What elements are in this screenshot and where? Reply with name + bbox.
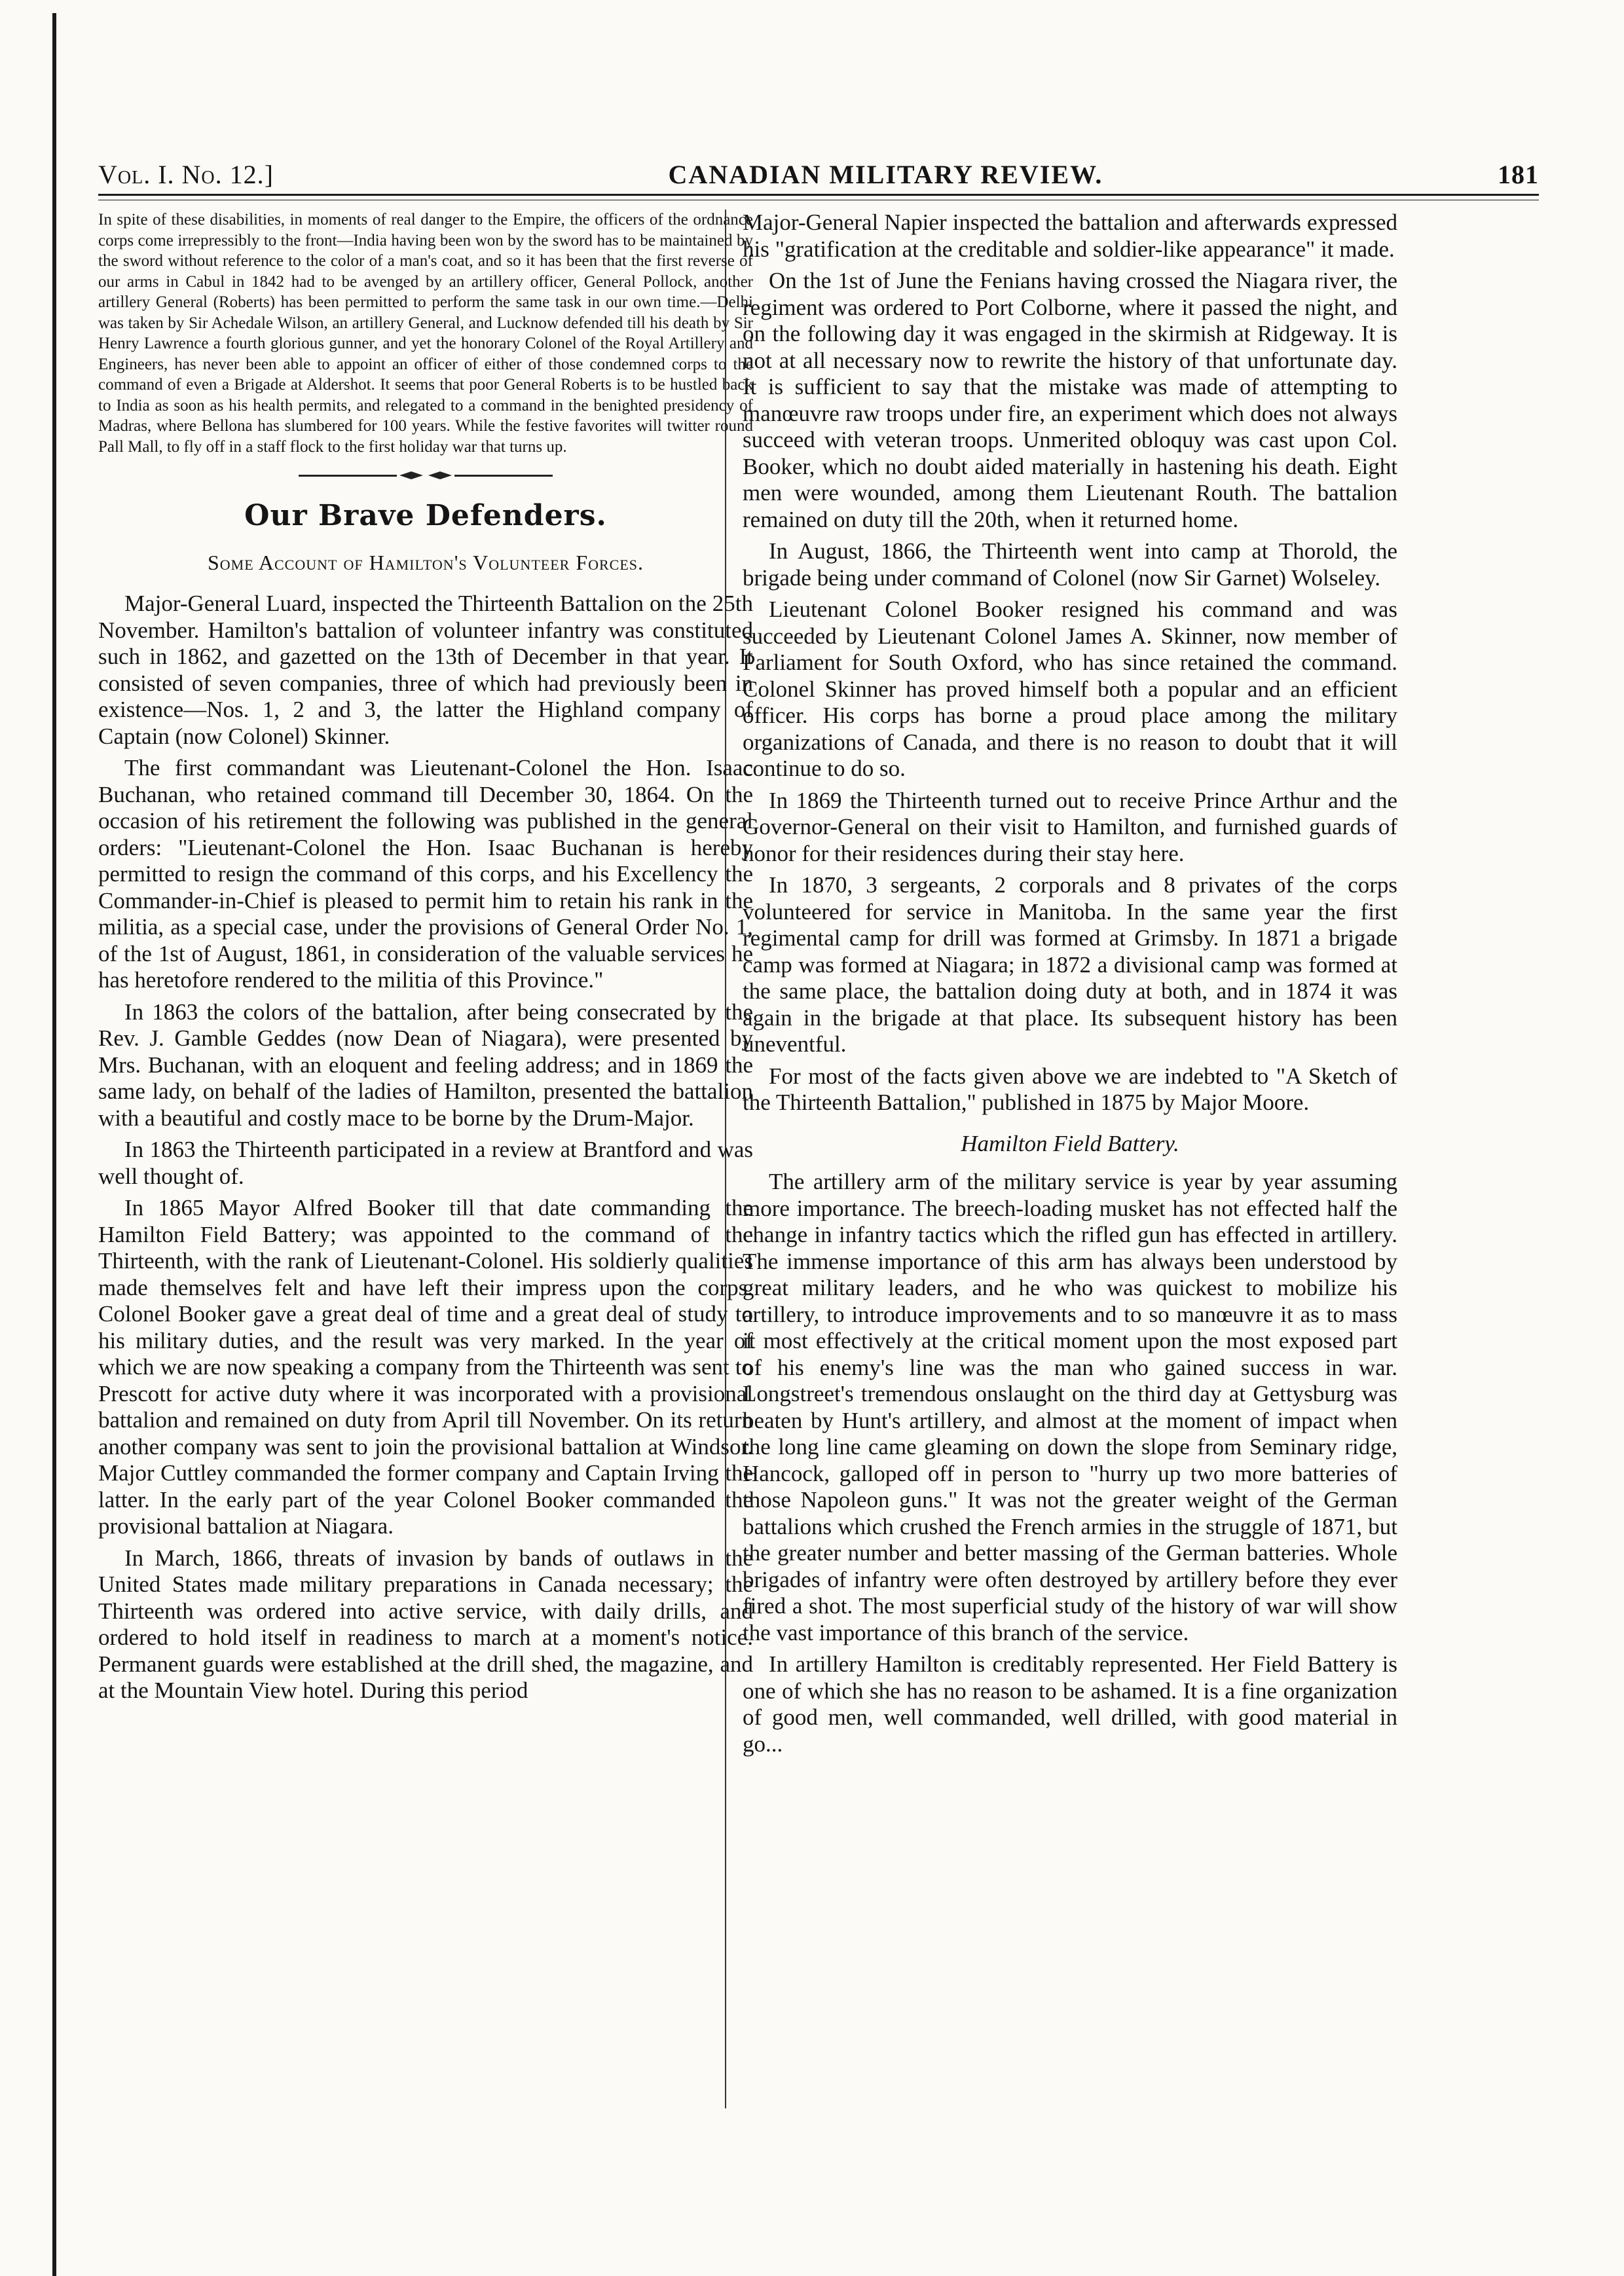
article-paragraph: In 1870, 3 sergeants, 2 corporals and 8 privates of the corps volunteered for service in Manitoba. In the same year the first regimental camp for drill was formed at Grimsby. In 1871 a brigade camp was formed at Niagara; in 1872 a divisional camp was formed at the same place, the battalion doing duty at both, and in 1874 it was again in the brigade at that place. Its subsequent history has been uneventful. <box>743 872 1397 1057</box>
article-paragraph: The artillery arm of the military service is year by year assuming more importance. The breech-loading musket has not effected half the change in infantry tactics which the rifled gun has effected in artillery. The immense importance of this arm has always been understood by great military leaders, and he who was quickest to mobilize his artillery, to introduce improvements and to so manœuvre it as to mass it most effectively at the critical moment upon the most exposed part of his enemy's line was the man who gained success in war. Longstreet's tremendous onslaught on the third day at Gettysburg was beaten by Hunt's artillery, and almost at the moment of impact when the long line came gleaming on down the slope from Seminary ridge, Hancock, galloped off in person to "hurry up two more batteries of those Napoleon guns." It was not the greater weight of the German battalions which crushed the French armies in the struggle of 1871, but the greater number and better massing of the German batteries. Whole brigades of infantry were often destroyed by artillery before they ever fired a shot. The most superficial study of the history of war will show the vast importance of this branch of the service. <box>743 1169 1397 1645</box>
article-subtitle: Some Account of Hamilton's Volunteer Forces. <box>207 551 644 574</box>
article-paragraph: The first commandant was Lieutenant-Colonel the Hon. Isaac Buchanan, who retained command till December 30, 1864. On the occasion of his retirement the following was published in the general orders: "Lieutenant-Colonel the Hon. Isaac Buchanan is hereby permitted to resign the command of this corps, and his Excellency the Commander-in-Chief is pleased to permit him to retain his rank in the militia, as a special case, under the provisions of General Order No. 1, of the 1st of August, 1861, in consideration of the valuable services he has heretofore rendered to the militia of this Province." <box>98 755 753 993</box>
article-paragraph: In August, 1866, the Thirteenth went into camp at Thorold, the brigade being under command of Colonel (now Sir Garnet) Wolseley. <box>743 538 1397 591</box>
page-number: 181 <box>1497 160 1539 189</box>
article-body-right <box>743 210 1397 1757</box>
volume-number: Vol. I. No. 12.] <box>98 160 274 189</box>
binding-edge-rule <box>52 13 56 2276</box>
running-header <box>98 144 1539 190</box>
article-paragraph: Lieutenant Colonel Booker resigned his command and was succeeded by Lieutenant Colonel James A. Skinner, now member of Parliament for South Oxford, who has since retained the command. Colonel Skinner has proved himself both a popular and an efficient officer. His corps has borne a proud place among the military organizations of Canada, and there is no reason to doubt that it will continue to do so. <box>743 597 1397 781</box>
left-column <box>98 210 753 2226</box>
section-ornament <box>98 471 753 479</box>
ornament-line-right <box>454 475 553 477</box>
ornament-line-left <box>299 475 397 477</box>
article-paragraph: In 1865 Mayor Alfred Booker till that date commanding the Hamilton Field Battery; was appointed to the command of the Thirteenth, with the rank of Lieutenant-Colonel. His soldierly qualities made themselves felt and have left their impress upon the corps. Colonel Booker gave a great deal of time and a great deal of study to his military duties, and the result was very marked. In the year of which we are now speaking a company from the Thirteenth was sent to Prescott for active duty where it was incorporated with a provisional battalion and remained on duty from April till November. On its return another company was sent to join the provisional battalion at Windsor. Major Cuttley commanded the former company and Captain Irving the latter. In the early part of the year Colonel Booker commanded the provisional battalion at Niagara. <box>98 1195 753 1539</box>
article-paragraph: On the 1st of June the Fenians having crossed the Niagara river, the regiment was ordered to Port Colborne, where it passed the night, and on the following day it was engaged in the skirmish at Ridgeway. It is not at all necessary now to rewrite the history of that unfortunate day. It is sufficient to say that the mistake was made of attempting to manœuvre raw troops under fire, an experiment which does not always succeed with veteran troops. Unmerited obloquy was cast upon Col. Booker, which no doubt aided materially in hastening his death. Eight men were wounded, among them Lieutenant Routh. The battalion remained on duty till the 20th, when it returned home. <box>743 268 1397 532</box>
article-paragraph: In 1869 the Thirteenth turned out to receive Prince Arthur and the Governor-General on their visit to Hamilton, and furnished guards of honor for their residences during their stay here. <box>743 787 1397 866</box>
article-paragraph: In artillery Hamilton is creditably represented. Her Field Battery is one of which she has no reason to be ashamed. It is a fine organization of good men, well commanded, well drilled, with good material in go... <box>743 1651 1397 1757</box>
article-paragraph: Major-General Napier inspected the battalion and afterwards expressed his "gratification at the creditable and soldier-like appearance" it made. <box>743 210 1397 262</box>
prelude-paragraph: In spite of these disabilities, in moments of real danger to the Empire, the officers of the ordnance corps come irrepressibly to the front—India having been won by the sword has to be maintained by the sword without reference to the color of a man's coat, and so it has been that the first reverse of our arms in Cabul in 1842 had to be avenged by an artillery officer, General Pollock, another artillery General (Roberts) has been permitted to perform the same task in our own time.—Delhi was taken by Sir Achedale Wilson, an artillery General, and Lucknow defended till his death by Sir Henry Lawrence a fourth glorious gunner, and yet the honorary Colonel of the Royal Artillery and Engineers, has never been able to appoint an officer of either of those condemned corps to the command of even a Brigade at Aldershot. It seems that poor General Roberts is to be hustled back to India as soon as his health permits, and relegated to a command in the benighted presidency of Madras, where Bellona has slumbered for 100 years. While the festive favorites will twitter round Pall Mall, to fly off in a staff flock to the first holiday war that turns up. <box>98 211 753 456</box>
article-paragraph: In 1863 the Thirteenth participated in a review at Brantford and was well thought of. <box>98 1137 753 1189</box>
header-rule <box>98 194 1539 200</box>
ornament-diamond <box>428 471 452 479</box>
right-column <box>733 210 1539 2226</box>
article-body-left <box>98 591 753 1704</box>
article-paragraph: Major-General Luard, inspected the Thirteenth Battalion on the 25th November. Hamilton's battalion of volunteer infantry was constituted such in 1862, and gazetted on the 13th of December in that year. It consisted of seven companies, three of which had previously been in existence—Nos. 1, 2 and 3, the latter the Highland company of Captain (now Colonel) Skinner. <box>98 591 753 749</box>
article-paragraph: In March, 1866, threats of invasion by bands of outlaws in the United States made military preparations in Canada necessary; the Thirteenth was ordered into active service, with daily drills, and ordered to hold itself in readiness to march at a moment's notice. Permanent guards were established at the drill shed, the magazine, and at the Mountain View hotel. During this period <box>98 1545 753 1703</box>
prelude-small-print <box>98 210 753 457</box>
article-paragraph: In 1863 the colors of the battalion, after being consecrated by the Rev. J. Gamble Geddes (now Dean of Niagara), were presented by Mrs. Buchanan, with an eloquent and feeling address; and in 1869 the same lady, on behalf of the ladies of Hamilton, presented the battalion with a beautiful and costly mace to be borne by the Drum-Major. <box>98 999 753 1131</box>
journal-title: CANADIAN MILITARY REVIEW. <box>668 160 1103 189</box>
sub-heading-field-battery: Hamilton Field Battery. <box>961 1130 1179 1156</box>
article-paragraph: For most of the facts given above we are indebted to "A Sketch of the Thirteenth Battalion," published in 1875 by Major Moore. <box>743 1063 1397 1115</box>
ornament-diamond <box>399 471 423 479</box>
article-title: Our Brave Defenders. <box>244 499 607 532</box>
newspaper-page <box>52 0 1559 2276</box>
